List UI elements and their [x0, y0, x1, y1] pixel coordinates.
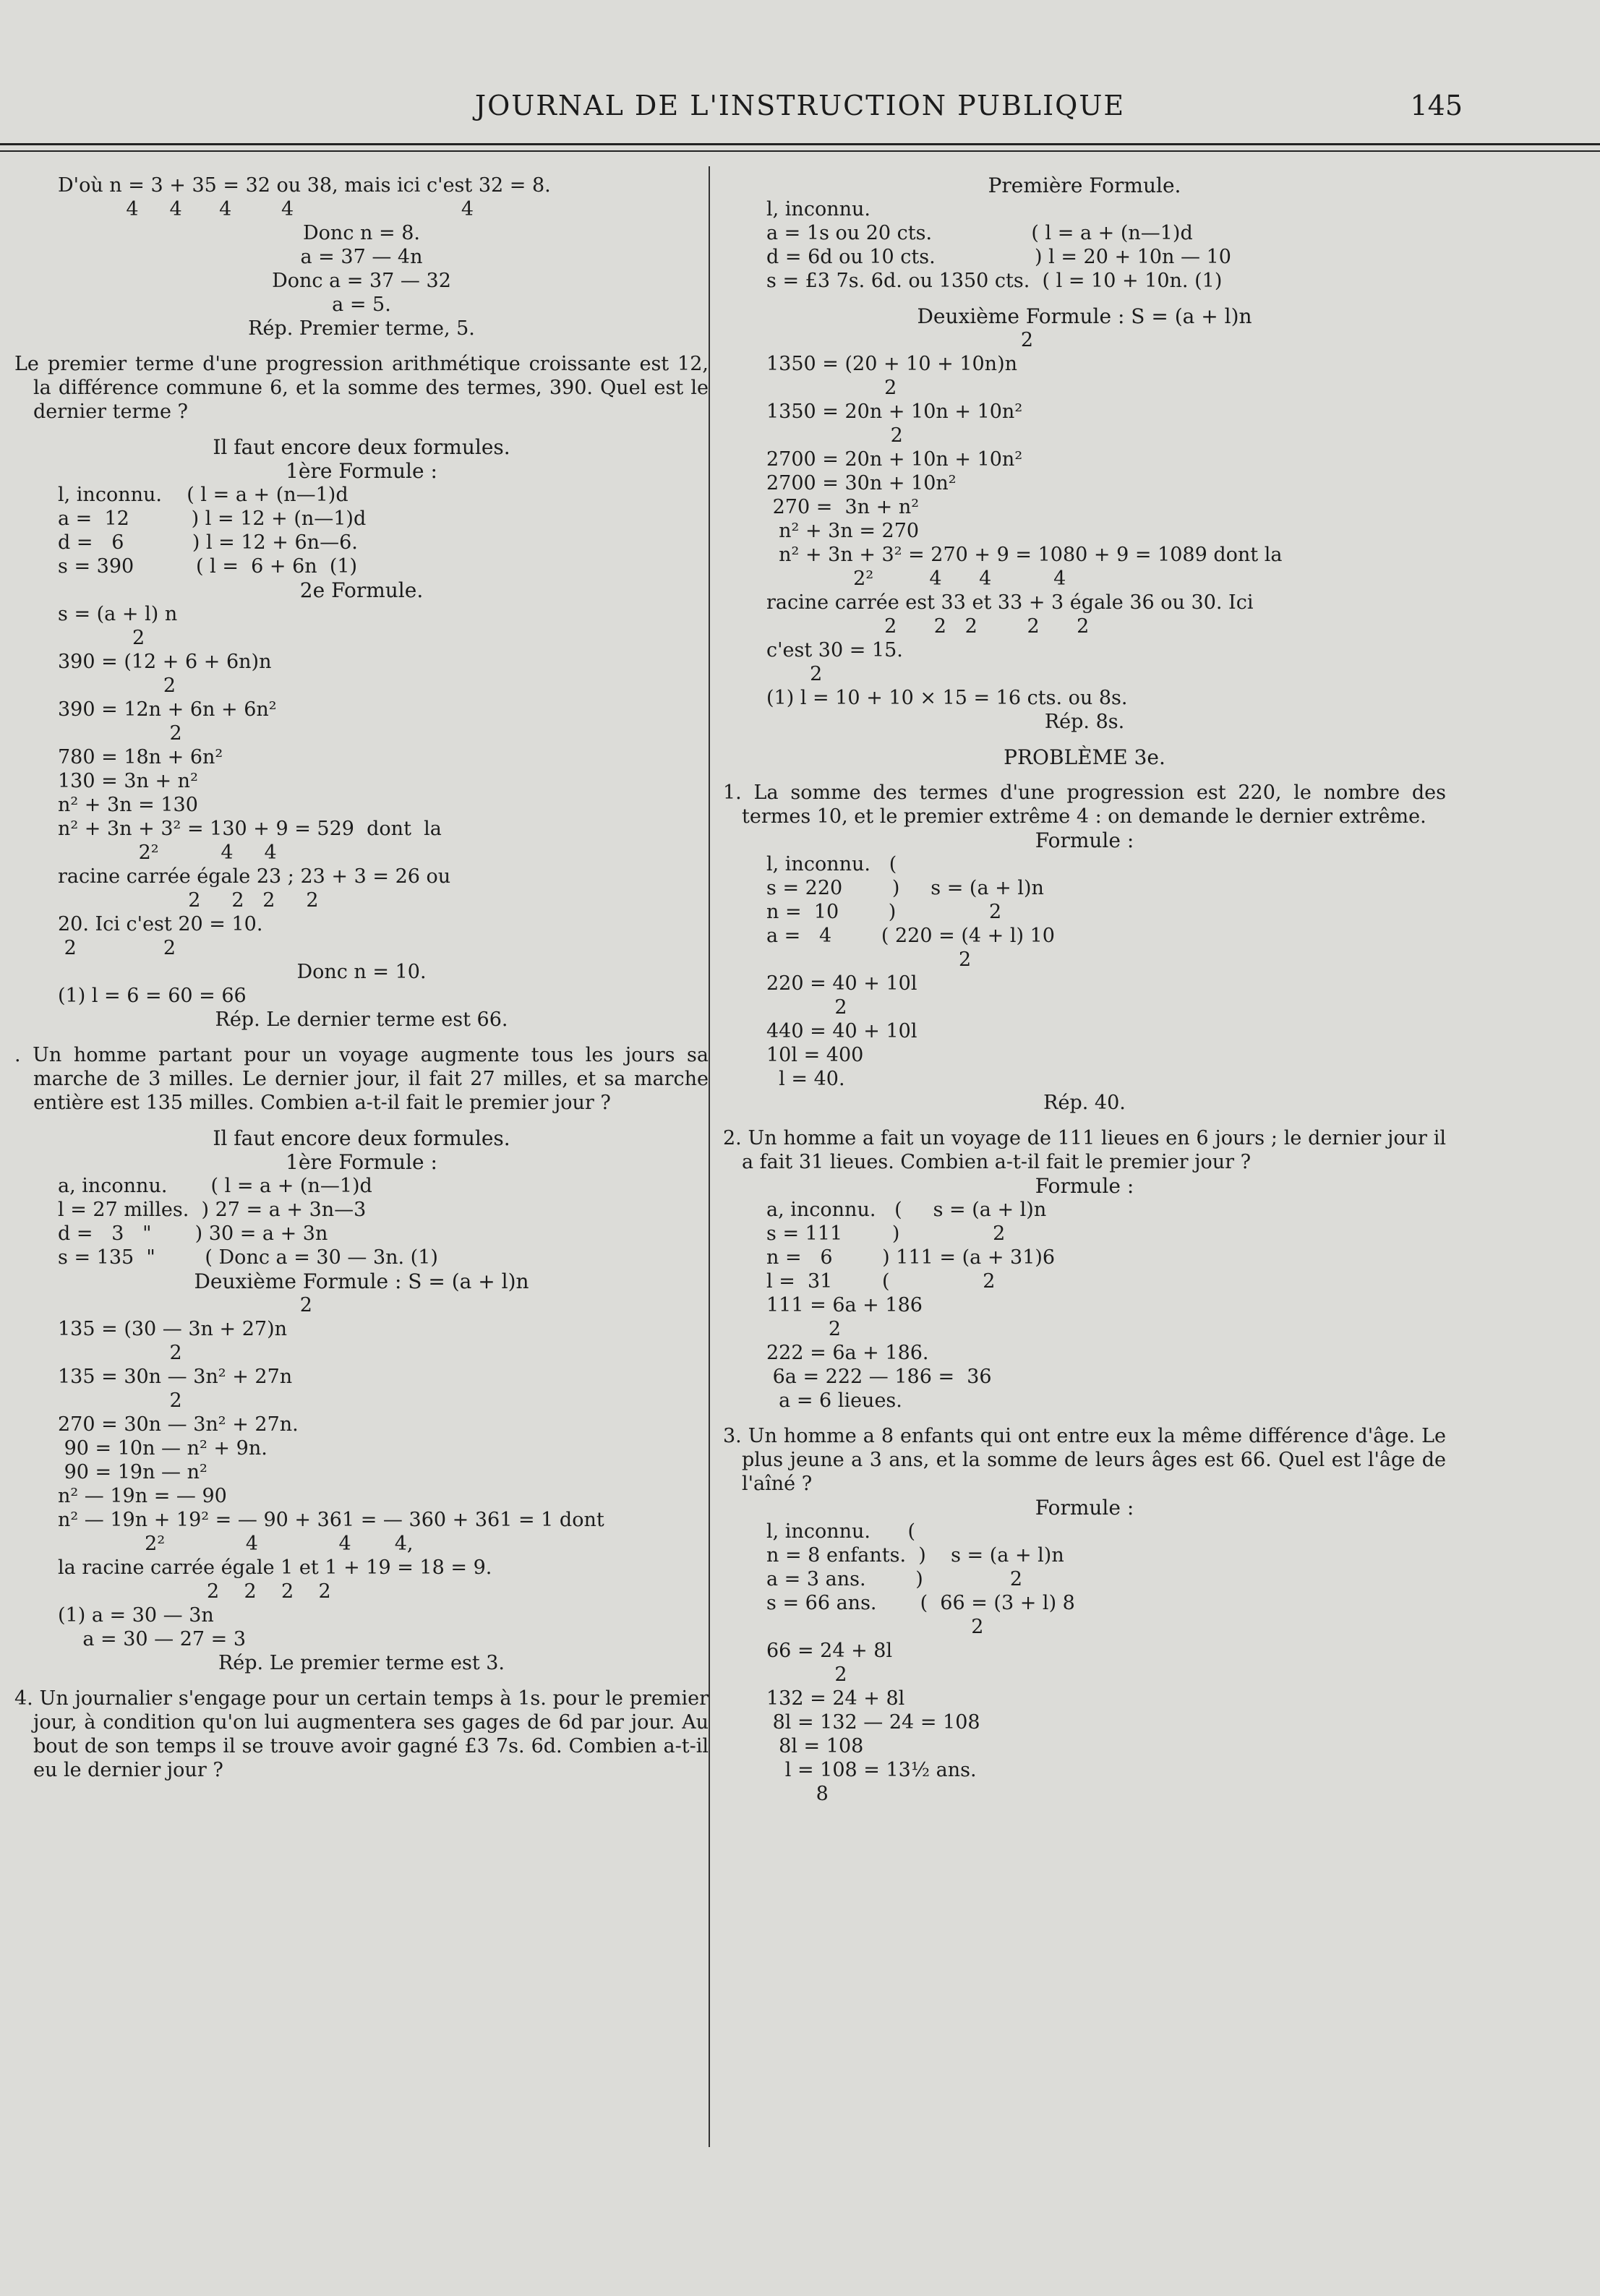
- math-line: 10l = 400: [766, 1044, 864, 1066]
- math-line: s = 66 ans. ( 66 = (3 + l) 8: [766, 1592, 1075, 1614]
- spacer: [14, 1675, 709, 1687]
- math-line: s = 135 " ( Donc a = 30 — 3n. (1): [58, 1246, 438, 1269]
- formula-heading: Première Formule.: [988, 174, 1181, 197]
- formula-heading: Formule :: [1035, 828, 1134, 852]
- math-line: 270 = 3n + n²: [766, 496, 920, 518]
- math-line: c'est 30 = 15.: [766, 639, 903, 661]
- formula-heading: Formule :: [1035, 1174, 1134, 1198]
- math-line: s = 111 ) 2: [766, 1222, 1006, 1245]
- math-line: 2: [58, 1342, 182, 1364]
- math-line: a = 30 — 27 = 3: [58, 1628, 247, 1650]
- right-column: [723, 174, 1446, 1806]
- answer-line: Rép. 40.: [1043, 1092, 1126, 1114]
- math-line: n² + 3n = 270: [766, 520, 920, 542]
- answer-line: a = 37 — 4n: [300, 246, 423, 268]
- math-line: 222 = 6a + 186.: [766, 1342, 929, 1364]
- math-line: 135 = 30n — 3n² + 27n: [58, 1366, 293, 1388]
- math-line: 2: [766, 663, 823, 685]
- math-line: 111 = 6a + 186: [766, 1294, 923, 1316]
- problem-statement: 1. La somme des termes d'une progression est 220, le nombre des termes 10, et le premier extrême 4 : on demande le dernier extrême.: [723, 781, 1446, 828]
- math-line: 2 2: [58, 937, 176, 959]
- math-line: 390 = (12 + 6 + 6n)n: [58, 651, 272, 673]
- math-line: 4 4 4 4 4: [58, 198, 474, 220]
- math-line: 2 2 2 2 2: [766, 615, 1090, 638]
- math-line: 2² 4 4 4,: [58, 1533, 414, 1555]
- math-line: 130 = 3n + n²: [58, 770, 198, 792]
- math-line: s = 220 ) s = (a + l)n: [766, 877, 1044, 899]
- math-line: 440 = 40 + 10l: [766, 1020, 917, 1042]
- spacer: [723, 1115, 1446, 1126]
- spacer: [14, 340, 709, 352]
- math-line: 2: [766, 948, 972, 971]
- math-line: (1) l = 10 + 10 × 15 = 16 cts. ou 8s.: [766, 687, 1128, 709]
- math-line: n² + 3n + 3² = 270 + 9 = 1080 + 9 = 1089 dont la: [766, 544, 1283, 566]
- page-header: [0, 85, 1600, 129]
- formula-heading: 1ère Formule :: [286, 1150, 437, 1174]
- formula-heading: PROBLÈME 3e.: [1004, 745, 1165, 769]
- spacer: [14, 1115, 709, 1126]
- formula-heading: Deuxième Formule : S = (a + l)n: [917, 304, 1252, 328]
- spacer: [14, 1032, 709, 1043]
- math-line: 66 = 24 + 8l: [766, 1640, 893, 1662]
- math-line: a = 3 ans. ) 2: [766, 1568, 1023, 1590]
- page-number: 145: [1410, 90, 1463, 121]
- math-line: la racine carrée égale 1 et 1 + 19 = 18 = 9.: [58, 1556, 492, 1579]
- math-line: 2700 = 20n + 10n + 10n²: [766, 448, 1023, 471]
- answer-line: Donc n = 10.: [296, 961, 427, 983]
- math-line: 2² 4 4: [58, 841, 277, 864]
- math-line: racine carrée égale 23 ; 23 + 3 = 26 ou: [58, 865, 451, 888]
- math-line: l, inconnu. ( l = a + (n—1)d: [58, 484, 348, 506]
- math-line: 780 = 18n + 6n²: [58, 746, 223, 768]
- answer-line: Rép. Le dernier terme est 66.: [215, 1008, 508, 1031]
- math-line: a, inconnu. ( s = (a + l)n: [766, 1199, 1047, 1221]
- math-line: n² — 19n + 19² = — 90 + 361 = — 360 + 361 = 1 dont: [58, 1509, 604, 1531]
- spacer: [723, 293, 1446, 304]
- math-line: 2 2 2 2: [58, 1580, 331, 1603]
- math-line: s = (a + l) n: [58, 603, 178, 625]
- math-line: a = 4 ( 220 = (4 + l) 10: [766, 925, 1055, 947]
- math-line: (1) a = 30 — 3n: [58, 1604, 214, 1627]
- math-line: d = 3 " ) 30 = a + 3n: [58, 1222, 328, 1245]
- math-line: l = 108 = 13½ ans.: [766, 1759, 977, 1781]
- problem-statement: 3. Un homme a 8 enfants qui ont entre eux la même différence d'âge. Le plus jeune a 3 ans, et la somme de leurs âges est 66. Quel est l'âge de l'aîné ?: [723, 1425, 1446, 1495]
- problem-statement: 4. Un journalier s'engage pour un certain temps à 1s. pour le premier jour, à condition qu'on lui augmentera ses gages de 6d par jour. Au bout de son temps il se trouve avoir gagné £3 7s. 6d. Combien a-t-il eu le dernier jour ?: [14, 1687, 709, 1781]
- math-line: 390 = 12n + 6n + 6n²: [58, 698, 277, 721]
- math-line: n = 8 enfants. ) s = (a + l)n: [766, 1544, 1064, 1567]
- math-line: 2: [766, 329, 1034, 351]
- math-line: 2: [58, 674, 176, 697]
- spacer: [723, 734, 1446, 745]
- answer-line: Donc n = 8.: [303, 222, 420, 244]
- math-line: 2: [766, 424, 903, 447]
- header-rule-thin: [0, 150, 1600, 152]
- math-line: l = 31 ( 2: [766, 1270, 996, 1293]
- math-line: 2: [58, 1389, 182, 1412]
- math-line: 8l = 108: [766, 1735, 864, 1757]
- math-line: d = 6 ) l = 12 + 6n—6.: [58, 531, 358, 554]
- math-line: 2 2 2 2: [58, 889, 319, 912]
- formula-heading: Deuxième Formule : S = (a + l)n: [194, 1269, 529, 1293]
- problem-statement: 2. Un homme a fait un voyage de 111 lieues en 6 jours ; le dernier jour il a fait 31 lieues. Combien a-t-il fait le premier jour ?: [723, 1127, 1446, 1173]
- answer-line: Rép. Premier terme, 5.: [248, 317, 475, 340]
- math-line: 270 = 30n — 3n² + 27n.: [58, 1413, 299, 1436]
- problem-statement: . Un homme partant pour un voyage augmente tous les jours sa marche de 3 milles. Le dernier jour, il fait 27 milles, et sa marche entière est 135 milles. Combien a-t-il fait le premier jour ?: [14, 1044, 709, 1114]
- math-line: 2: [766, 996, 847, 1019]
- answer-line: a = 5.: [332, 294, 391, 316]
- math-line: s = £3 7s. 6d. ou 1350 cts. ( l = 10 + 10n. (1): [766, 270, 1223, 292]
- math-line: 90 = 19n — n²: [58, 1461, 208, 1483]
- math-line: 220 = 40 + 10l: [766, 972, 917, 995]
- spacer: [723, 1413, 1446, 1424]
- math-line: l = 40.: [766, 1068, 845, 1090]
- formula-heading: Formule :: [1035, 1496, 1134, 1520]
- math-line: l, inconnu. (: [766, 853, 897, 875]
- math-line: 1350 = 20n + 10n + 10n²: [766, 400, 1023, 423]
- running-head: JOURNAL DE L'INSTRUCTION PUBLIQUE: [474, 90, 1126, 121]
- math-line: a, inconnu. ( l = a + (n—1)d: [58, 1175, 372, 1197]
- math-line: n = 6 ) 111 = (a + 31)6: [766, 1246, 1056, 1269]
- spacer: [14, 424, 709, 435]
- math-line: 20. Ici c'est 20 = 10.: [58, 913, 263, 935]
- math-line: a = 1s ou 20 cts. ( l = a + (n—1)d: [766, 222, 1193, 244]
- answer-line: Donc a = 37 — 32: [272, 270, 451, 292]
- formula-heading: 1ère Formule :: [286, 459, 437, 483]
- math-line: 2² 4 4 4: [766, 567, 1066, 590]
- left-column: [14, 174, 709, 1782]
- math-line: 2: [766, 1663, 847, 1686]
- math-line: 135 = (30 — 3n + 27)n: [58, 1318, 288, 1340]
- header-rule: [0, 143, 1600, 145]
- math-line: 2: [58, 1294, 312, 1316]
- math-line: 2: [766, 1318, 842, 1340]
- problem-statement: Le premier terme d'une progression arithmétique croissante est 12, la différence commune 6, et la somme des termes, 390. Quel est le dernier terme ?: [14, 353, 709, 423]
- math-line: d = 6d ou 10 cts. ) l = 20 + 10n — 10: [766, 246, 1231, 268]
- math-line: 132 = 24 + 8l: [766, 1687, 905, 1710]
- math-line: n² — 19n = — 90: [58, 1485, 227, 1507]
- math-line: 1350 = (20 + 10 + 10n)n: [766, 353, 1017, 375]
- spacer: [723, 769, 1446, 781]
- math-line: n = 10 ) 2: [766, 901, 1002, 923]
- math-line: (1) l = 6 = 60 = 66: [58, 985, 247, 1007]
- math-line: D'où n = 3 + 35 = 32 ou 38, mais ici c'est 32 = 8.: [58, 174, 551, 197]
- answer-line: Rép. Le premier terme est 3.: [218, 1652, 505, 1674]
- math-line: a = 12 ) l = 12 + (n—1)d: [58, 507, 367, 530]
- math-line: 2: [766, 1616, 984, 1638]
- formula-heading: 2e Formule.: [299, 578, 424, 602]
- math-line: 2700 = 30n + 10n²: [766, 472, 957, 494]
- formula-heading: Il faut encore deux formules.: [213, 435, 510, 459]
- column-divider: [709, 166, 710, 2147]
- math-line: n² + 3n = 130: [58, 794, 198, 816]
- math-line: 90 = 10n — n² + 9n.: [58, 1437, 268, 1460]
- answer-line: Rép. 8s.: [1044, 711, 1125, 733]
- math-line: 2: [766, 377, 897, 399]
- math-line: l = 27 milles. ) 27 = a + 3n—3: [58, 1199, 367, 1221]
- math-line: 8l = 132 — 24 = 108: [766, 1711, 980, 1734]
- math-line: a = 6 lieues.: [766, 1389, 902, 1412]
- math-line: racine carrée est 33 et 33 + 3 égale 36 ou 30. Ici: [766, 591, 1254, 614]
- formula-heading: Il faut encore deux formules.: [213, 1126, 510, 1150]
- math-line: 2: [58, 722, 182, 745]
- math-line: 6a = 222 — 186 = 36: [766, 1366, 992, 1388]
- math-line: 2: [58, 627, 145, 649]
- math-line: n² + 3n + 3² = 130 + 9 = 529 dont la: [58, 818, 442, 840]
- math-line: s = 390 ( l = 6 + 6n (1): [58, 555, 358, 578]
- math-line: l, inconnu. (: [766, 1520, 915, 1543]
- math-line: 8: [766, 1783, 829, 1805]
- math-line: l, inconnu.: [766, 198, 870, 220]
